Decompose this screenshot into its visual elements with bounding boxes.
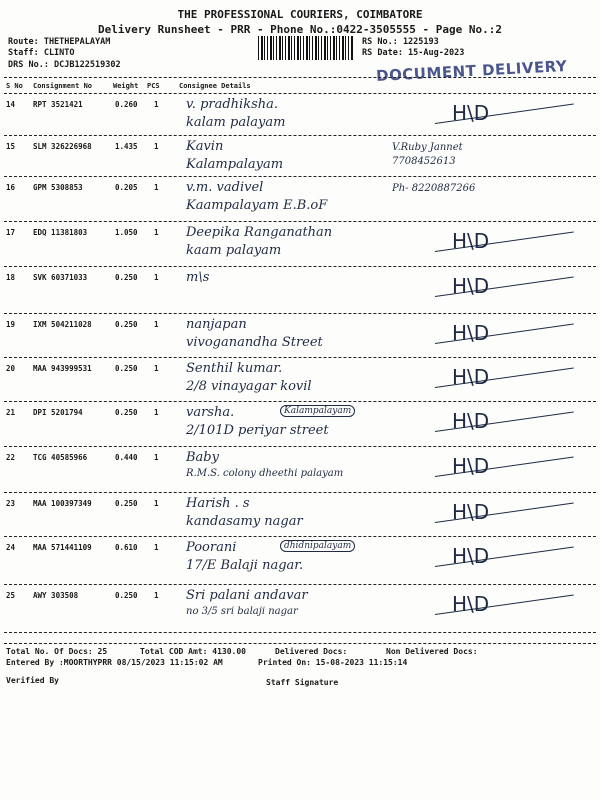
entered-by: Entered By :MOORTHYPRR 08/15/2023 11:15:02 AM [6, 658, 223, 667]
row-weight: 0.250 [115, 364, 138, 373]
row-sno: 17 [6, 228, 16, 237]
consignee-address: R.M.S. colony dheethi palayam [186, 468, 344, 479]
row-weight: 1.050 [115, 228, 138, 237]
row-sno: 15 [6, 142, 16, 151]
col-consignment: Consignment No [33, 82, 93, 90]
consignee-name: v.m. vadivel [186, 180, 264, 195]
consignee-name: Harish . s [186, 496, 250, 511]
consignee-address: Kaampalayam E.B.oF [186, 198, 328, 213]
row-pcs: 1 [154, 591, 159, 600]
consignee-name: varsha. [186, 405, 235, 420]
row-consignment: MAA 943999531 [33, 364, 92, 373]
drs-label: DRS No.: DCJB122519302 [8, 60, 121, 70]
row-consignment: RPT 3521421 [33, 100, 83, 109]
row-weight: 0.610 [115, 543, 138, 552]
consignee-name: Baby [186, 450, 219, 465]
row-weight: 0.260 [115, 100, 138, 109]
consignee-address: Kalampalayam [186, 157, 284, 172]
staff-signature: Staff Signature [266, 678, 339, 687]
row-divider [4, 176, 596, 177]
row-consignment: GPM 5308853 [33, 183, 83, 192]
row-consignment: IXM 504211028 [33, 320, 92, 329]
row-pcs: 1 [154, 183, 159, 192]
row-sno: 16 [6, 183, 16, 192]
row-weight: 0.440 [115, 453, 138, 462]
total-cod: Total COD Amt: 4130.00 [140, 647, 246, 656]
divider [4, 77, 596, 78]
route-label: Route: THETHEPALAYAM [8, 37, 111, 47]
row-sno: 25 [6, 591, 16, 600]
sheet-title: Delivery Runsheet - PRR - Phone No.:0422-3505555 - Page No.:2 [98, 23, 502, 36]
signature-mark: H\D [452, 592, 490, 616]
row-consignment: AWY 303508 [33, 591, 79, 600]
row-pcs: 1 [154, 543, 159, 552]
consignee-address: 17/E Balaji nagar. [186, 558, 304, 573]
handwritten-note: V.Ruby Jannet 7708452613 [392, 142, 463, 167]
row-weight: 0.250 [115, 591, 138, 600]
row-sno: 21 [6, 408, 16, 417]
row-pcs: 1 [154, 499, 159, 508]
row-pcs: 1 [154, 228, 159, 237]
consignee-name: Kavin [186, 139, 224, 154]
staff-label: Staff: CLINTO [8, 48, 75, 58]
signature-mark: H\D [452, 544, 490, 568]
row-sno: 14 [6, 100, 16, 109]
col-consignee: Consignee Details [179, 82, 251, 90]
printed-on: Printed On: 15-08-2023 11:15:14 [258, 658, 408, 667]
col-pcs: PCS [147, 82, 160, 90]
signature-mark: H\D [452, 321, 490, 345]
row-consignment: SVK 60371033 [33, 273, 88, 282]
row-weight: 0.205 [115, 183, 138, 192]
consignee-name: nanjapan [186, 317, 247, 332]
row-pcs: 1 [154, 100, 159, 109]
consignee-name: v. pradhiksha. [186, 97, 279, 112]
consignee-address: 2/8 vinayagar kovil [186, 379, 312, 394]
rs-number: RS No.: 1225193 [362, 37, 439, 47]
signature-mark: H\D [452, 500, 490, 524]
row-weight: 1.435 [115, 142, 138, 151]
row-pcs: 1 [154, 142, 159, 151]
divider [4, 643, 596, 644]
signature-mark: H\D [452, 101, 490, 125]
row-weight: 0.250 [115, 408, 138, 417]
row-consignment: EDQ 11381803 [33, 228, 88, 237]
consignee-name: m\s [186, 270, 210, 285]
row-divider [4, 266, 596, 267]
consignee-name: Poorani [186, 540, 237, 555]
col-sno: S No [6, 82, 23, 90]
consignee-address: kandasamy nagar [186, 514, 303, 529]
row-sno: 20 [6, 364, 16, 373]
row-pcs: 1 [154, 408, 159, 417]
consignee-address: no 3/5 sri balaji nagar [186, 606, 298, 617]
total-docs: Total No. Of Docs: 25 [6, 647, 108, 656]
row-consignment: TCG 40585966 [33, 453, 88, 462]
consignee-name: Deepika Ranganathan [186, 225, 333, 240]
consignee-address: kalam palayam [186, 115, 286, 130]
verified-by: Verified By [6, 676, 59, 685]
row-consignment: MAA 100397349 [33, 499, 92, 508]
row-divider [4, 536, 596, 537]
consignee-name: Sri palani andavar [186, 588, 308, 603]
row-divider [4, 492, 596, 493]
row-weight: 0.250 [115, 499, 138, 508]
signature-mark: H\D [452, 454, 490, 478]
consignee-name: Senthil kumar. [186, 361, 283, 376]
row-divider [4, 584, 596, 585]
row-sno: 19 [6, 320, 16, 329]
handwritten-note: Ph- 8220887266 [392, 183, 476, 194]
consignee-address: kaam palayam [186, 243, 282, 258]
row-pcs: 1 [154, 453, 159, 462]
row-weight: 0.250 [115, 320, 138, 329]
row-pcs: 1 [154, 273, 159, 282]
consignee-address: 2/101D periyar street [186, 423, 329, 438]
signature-mark: H\D [452, 274, 490, 298]
row-sno: 24 [6, 543, 16, 552]
divider [4, 93, 596, 94]
company-title: THE PROFESSIONAL COURIERS, COIMBATORE [177, 8, 423, 21]
non-delivered-docs: Non Delivered Docs: [386, 647, 478, 656]
row-divider [4, 313, 596, 314]
row-pcs: 1 [154, 364, 159, 373]
row-sno: 23 [6, 499, 16, 508]
signature-mark: H\D [452, 229, 490, 253]
col-weight: Weight [113, 82, 139, 90]
row-consignment: MAA 571441109 [33, 543, 92, 552]
document-delivery-stamp: DOCUMENT DELIVERY [375, 57, 568, 85]
delivered-docs: Delivered Docs: [275, 647, 348, 656]
row-consignment: SLM 326226968 [33, 142, 92, 151]
signature-mark: H\D [452, 409, 490, 433]
row-sno: 18 [6, 273, 16, 282]
row-divider [4, 135, 596, 136]
row-sno: 22 [6, 453, 16, 462]
rs-date: RS Date: 15-Aug-2023 [362, 48, 465, 58]
row-divider [4, 632, 596, 633]
barcode [258, 36, 353, 60]
signature-mark: H\D [452, 365, 490, 389]
row-pcs: 1 [154, 320, 159, 329]
row-divider [4, 401, 596, 402]
consignee-address: vivoganandha Street [186, 335, 323, 350]
row-weight: 0.250 [115, 273, 138, 282]
area-note-box: Kalampalayam [280, 405, 355, 417]
row-consignment: DPI 5201794 [33, 408, 83, 417]
row-divider [4, 221, 596, 222]
row-divider [4, 357, 596, 358]
area-note-box: dhidnipalayam [280, 540, 355, 552]
row-divider [4, 446, 596, 447]
